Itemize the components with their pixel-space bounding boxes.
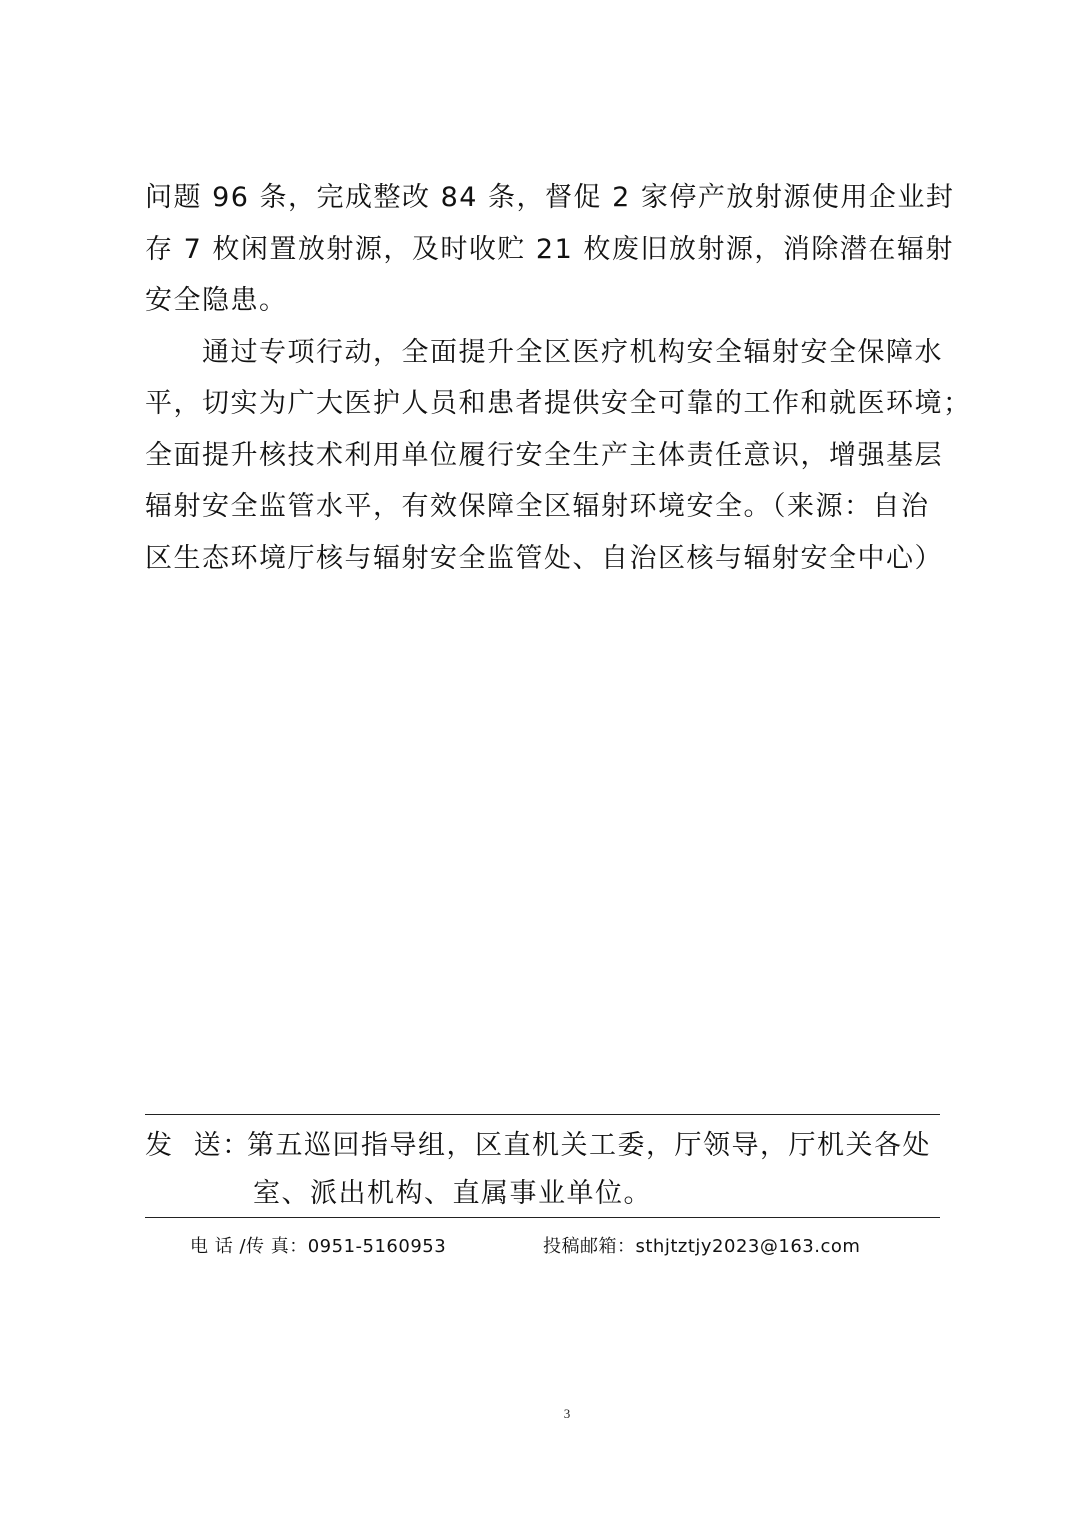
- paragraph-1-line: 问题 96 条，完成整改 84 条，督促 2 家停产放射源使用企业封: [145, 182, 955, 213]
- paragraph-1-line: 安全隐患。: [145, 285, 288, 316]
- distribution-bottom-rule: [145, 1217, 940, 1218]
- distribution-row: [145, 1122, 945, 1170]
- distribution-recipients-continued: 室、派出机构、直属事业单位。: [253, 1178, 652, 1209]
- paragraph-2-line: 通过专项行动，全面提升全区医疗机构安全辐射安全保障水: [202, 336, 943, 368]
- body-text: [145, 172, 972, 584]
- distribution-label: 发 送：: [145, 1130, 251, 1161]
- distribution-recipients: 第五巡回指导组，区直机关工委，厅领导，厅机关各处: [247, 1130, 931, 1161]
- contact-phone: 电 话 /传 真：0951-5160953: [190, 1236, 447, 1257]
- paragraph-1-line: 存 7 枚闲置放射源，及时收贮 21 枚废旧放射源，消除潜在辐射: [145, 233, 954, 265]
- paragraph-2-line: 全面提升核技术利用单位履行安全生产主体责任意识，增强基层: [145, 439, 943, 471]
- paragraph-2-line: 辐射安全监管水平，有效保障全区辐射环境安全。（来源：自治: [145, 491, 930, 522]
- paragraph-2-line: 区生态环境厅核与辐射安全监管处、自治区核与辐射安全中心）: [145, 542, 943, 574]
- distribution-top-rule: [145, 1114, 940, 1115]
- contact-email: 投稿邮箱：sthjtztjy2023@163.com: [543, 1236, 861, 1257]
- paragraph-2-line: 平，切实为广大医护人员和患者提供安全可靠的工作和就医环境；: [145, 388, 972, 419]
- page-number: 3: [563, 1406, 571, 1421]
- distribution-block: [145, 1122, 945, 1218]
